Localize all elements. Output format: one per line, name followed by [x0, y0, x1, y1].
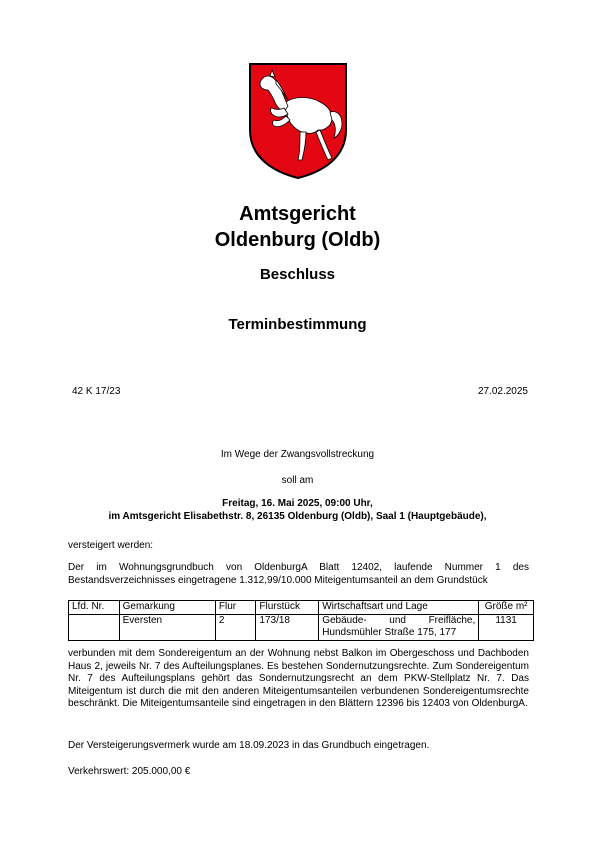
- versteigert-text: versteigert werden:: [68, 540, 154, 551]
- intro-line-zwangsvollstreckung: Im Wege der Zwangsvollstreckung: [220, 449, 375, 460]
- cell-wirtschaftsart: [319, 614, 479, 640]
- coat-of-arms-horse-icon: [248, 62, 348, 180]
- document-date: 27.02.2025: [477, 386, 528, 397]
- court-name-line2: Oldenburg (Oldb): [214, 229, 381, 251]
- document-type: Beschluss: [259, 266, 336, 283]
- docket-number: 42 K 17/23: [72, 386, 121, 397]
- grundbuch-paragraph: Der im Wohnungsgrundbuch von OldenburgA Blatt 12402, laufende Nummer 1 des Bestandsverzeichnisses eingetragene 1.312,99/10.000 Miteigentumsanteil an dem Grundstück: [68, 562, 529, 586]
- header-groesse: Größe m²: [479, 601, 534, 615]
- table-row: [69, 614, 534, 640]
- sondereigentum-paragraph: verbunden mit dem Sondereigentum an der Wohnung nebst Balkon im Obergeschoss und Dachboden Haus 2, jeweils Nr. 7 des Aufteilungsplanes. Es bestehen Sondernutzungsrechte. Zum Sondereigentum Nr. 7 des Aufteilungsplans gehört das Sondernutzungsrecht an dem PKW-Stellplatz Nr. 7. Das Miteigentum ist durch die mit den anderen Miteigentumsanteilen verbundenen Sondereigentumsrechte beschränkt. Die Miteigentumsanteile sind eingetragen in den Blättern 12396 bis 12403 von OldenburgA.: [68, 648, 529, 710]
- header-lfd-nr: Lfd. Nr.: [69, 601, 120, 615]
- property-table: [68, 600, 534, 641]
- cell-lfd-nr: [69, 614, 120, 640]
- header-wirtschaftsart: Wirtschaftsart und Lage: [319, 601, 479, 615]
- verkehrswert: Verkehrswert: 205.000,00 €: [68, 766, 191, 777]
- header-flurstueck: Flurstück: [256, 601, 319, 615]
- cell-flurstueck: 173/18: [256, 614, 319, 640]
- wirtschaftsart-line2: Hundsmühler Straße 175, 177: [322, 627, 457, 638]
- wirtschaftsart-line1: Gebäude- und Freifläche,: [322, 614, 476, 626]
- document-subject: Terminbestimmung: [228, 316, 367, 333]
- intro-line-soll-am: soll am: [281, 475, 314, 486]
- header-gemarkung: Gemarkung: [119, 601, 215, 615]
- versteigerungsvermerk-paragraph: Der Versteigerungsvermerk wurde am 18.09.2023 in das Grundbuch eingetragen.: [68, 740, 430, 751]
- auction-date: Freitag, 16. Mai 2025, 09:00 Uhr,: [222, 498, 373, 509]
- auction-location: im Amtsgericht Elisabethstr. 8, 26135 Oldenburg (Oldb), Saal 1 (Hauptgebäude),: [108, 511, 487, 522]
- court-name-line1: Amtsgericht: [239, 203, 356, 225]
- header-flur: Flur: [215, 601, 256, 615]
- cell-flur: 2: [215, 614, 256, 640]
- cell-groesse: 1131: [479, 614, 534, 640]
- cell-gemarkung: Eversten: [119, 614, 215, 640]
- table-header-row: [69, 601, 534, 615]
